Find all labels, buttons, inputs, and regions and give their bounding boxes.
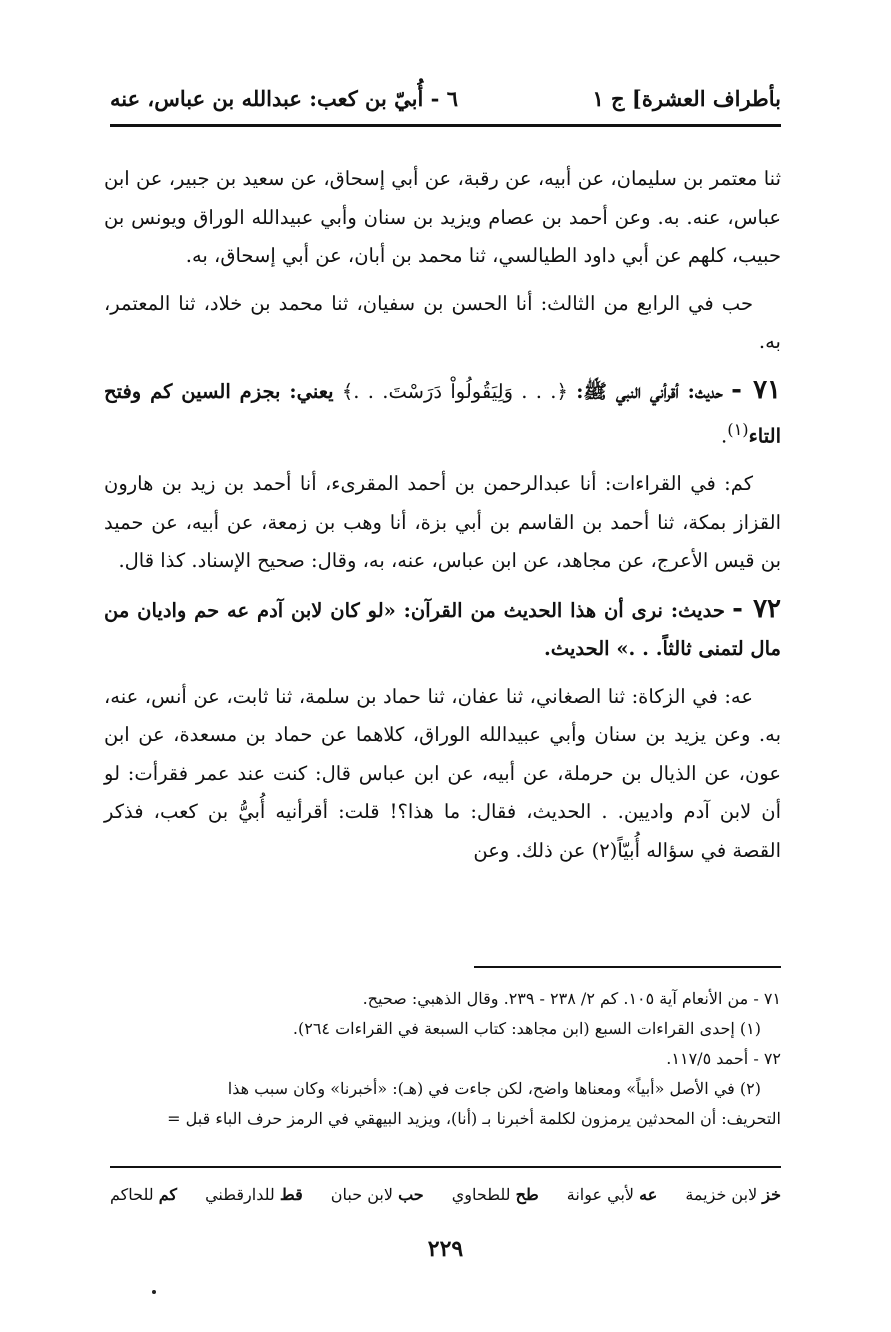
- abbr-name: للدارقطني: [205, 1185, 275, 1204]
- paper-speck: [152, 1290, 156, 1294]
- abbr-item: [331, 1180, 424, 1210]
- hadith-heading: حديث: أقرأني النبي ﷺ:: [576, 379, 723, 403]
- footnote-2-continued: التحريف: أن المحدثين يرمزون لكلمة أخبرنا بـ (أنا)، ويزيد البيهقي في الرمز حرف الباء قبل =: [167, 1109, 781, 1128]
- paragraph-hakim: كم: في القراءات: أنا عبدالرحمن بن أحمد المقرىء، أنا أحمد بن زيد بن هارون القزاز بمكة، ثنا أحمد بن القاسم بن أبي بزة، أنا وهب بن زمعة، عن أبيه، عن حميد بن قيس الأعرج، عن مجاهد، عن ابن عباس، عنه، به، وقال: صحيح الإسناد. كذا قال.: [104, 472, 781, 572]
- footnote-71: ٧١ - من الأنعام آية ١٠٥. كم ٢/ ٢٣٨ - ٢٣٩. وقال الذهبي: صحيح.: [362, 989, 781, 1008]
- abbr-name: للحاكم: [110, 1185, 154, 1204]
- footnote-2: (٢) في الأصل «أبياً» ومعناها واضح، لكن جاءت في (هـ): «أخبرنا» وكان سبب هذا: [227, 1079, 761, 1098]
- running-header: [110, 78, 781, 118]
- abbr-code: حب: [398, 1185, 424, 1204]
- abbreviation-rule: [110, 1166, 781, 1168]
- abbr-name: للطحاوي: [451, 1185, 511, 1204]
- quran-quote: ﴿. . . وَلِيَقُولُواْ دَرَسْتَ. . .﴾: [341, 379, 568, 403]
- abbr-code: طح: [515, 1185, 539, 1204]
- abbreviation-key: [110, 1180, 781, 1210]
- abbr-item: [110, 1180, 177, 1210]
- footnote-1: (١) إحدى القراءات السبع (ابن مجاهد: كتاب السبعة في القراءات ٢٦٤).: [292, 1019, 761, 1038]
- abbr-code: خز: [762, 1185, 781, 1204]
- hadith-number: ٧١ -: [731, 374, 782, 405]
- hadith-71: ٧١ - حديث: أقرأني النبي ﷺ: ﴿. . . وَلِيَقُولُواْ دَرَسْتَ. . .﴾ يعني: بجزم السين كم وفتح التاء$^{(١)}$.: [104, 374, 782, 448]
- abbr-code: كم: [158, 1185, 178, 1204]
- footnote-72: ٧٢ - أحمد ١١٧/٥.: [666, 1049, 781, 1068]
- header-rule: [110, 124, 781, 127]
- abbr-item: [452, 1180, 539, 1210]
- abbr-item: [205, 1180, 303, 1210]
- abbr-name: لأبي عوانة: [566, 1185, 635, 1204]
- abbr-item: [685, 1180, 781, 1210]
- paragraph-hibban: حب في الرابع من الثالث: أنا الحسن بن سفيان، ثنا محمد بن خلاد، ثنا المعتمر، به.: [104, 291, 781, 353]
- abbr-code: قط: [279, 1185, 303, 1204]
- paragraph-isnad-1: ثنا معتمر بن سليمان، عن أبيه، عن رقبة، عن أبي إسحاق، عن سعيد بن جبير، عن ابن عباس، عنه. به. وعن أحمد بن عصام ويزيد بن سنان وأبي عبيدالله الوراق ويونس بن حبيب، كلهم عن أبي داود الطيالسي، ثنا محمد بن أبان، عن أبي إسحاق، به.: [104, 167, 781, 267]
- hadith-explanation: يعني: بجزم السين كم وفتح التاء: [104, 379, 781, 448]
- main-text: [104, 160, 781, 879]
- abbr-name: لابن حبان: [330, 1185, 393, 1204]
- header-book-title: بأطراف العشرة] ج ١: [592, 85, 781, 111]
- abbr-item: [567, 1180, 658, 1210]
- header-chapter-title: ٦ - أُبيّ بن كعب: عبدالله بن عباس، عنه: [110, 85, 458, 111]
- abbr-code: عه: [639, 1185, 658, 1204]
- footnote-rule: [474, 966, 781, 968]
- hadith-72: [104, 590, 781, 669]
- paragraph-awana: عه: في الزكاة: ثنا الصغاني، ثنا عفان، ثنا حماد بن سلمة، ثنا ثابت، عن أنس، عنه، به. وعن يزيد بن سنان وأبي عبيدالله الوراق، كلاهما عن حماد بن مسعدة، عن ابن عون، عن الذيال بن حرملة، عن أبيه، عن ابن عباس قال: كنت عند عمر فقرأت: لو أن لابن آدم واديين. . الحديث، فقال: ما هذا؟! قلت: أقرأنيه أُبيُّ بن كعب، فذكر القصة في سؤاله أُبيّاً(٢) عن ذلك. وعن: [104, 684, 781, 862]
- hadith-heading: حديث: نرى أن هذا الحديث من القرآن: «لو كان لابن آدم عه حم واديان من مال لتمنى ثالثاً. . .» الحديث.: [104, 598, 781, 660]
- page-number: ٢٢٩: [427, 1236, 464, 1262]
- hadith-number: ٧٢ -: [732, 593, 782, 624]
- footnotes: [100, 984, 781, 1134]
- abbr-name: لابن خزيمة: [685, 1185, 758, 1204]
- footnote-ref-1: (١): [727, 420, 749, 439]
